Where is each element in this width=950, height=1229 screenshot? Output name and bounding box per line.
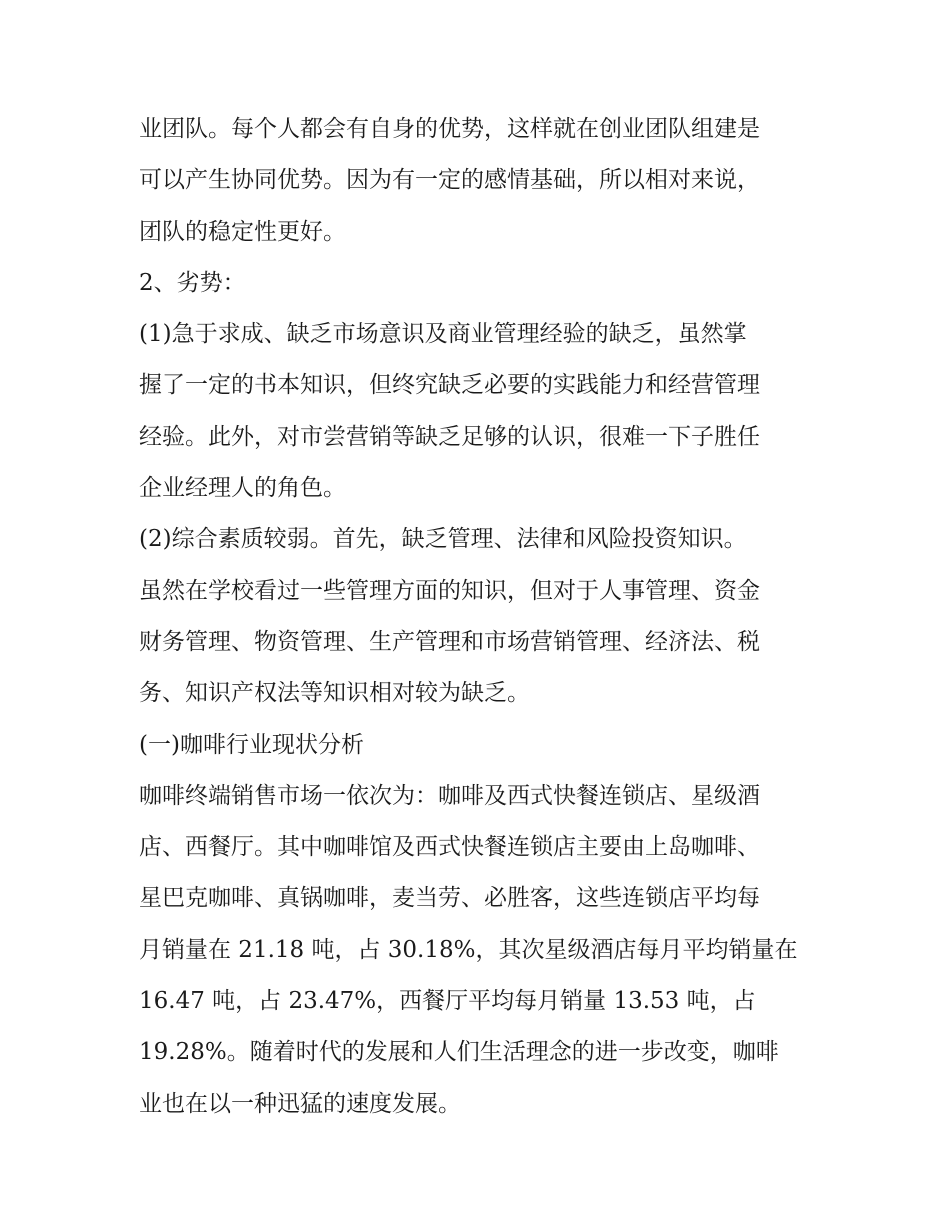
- text-line: 务、知识产权法等知识相对较为缺乏。: [139, 680, 530, 707]
- text-line: 16.47 吨，占 23.47%，西餐厅平均每月销量 13.53 吨，占: [139, 988, 756, 1015]
- text-line: (1)急于求成、缺乏市场意识及商业管理经验的缺乏，虽然掌: [139, 321, 747, 348]
- text-line: 19.28%。随着时代的发展和人们生活理念的进一步改变，咖啡: [139, 1039, 779, 1066]
- text-line: 经验。此外，对市尝营销等缺乏足够的认识，很难一下子胜任: [139, 423, 760, 450]
- text-line: 店、西餐厅。其中咖啡馆及西式快餐连锁店主要由上岛咖啡、: [139, 834, 760, 861]
- text-line: 财务管理、物资管理、生产管理和市场营销管理、经济法、税: [139, 628, 760, 655]
- text-line: 虽然在学校看过一些管理方面的知识，但对于人事管理、资金: [139, 577, 760, 604]
- section-heading-coffee-industry: (一)咖啡行业现状分析: [139, 731, 364, 758]
- body-text: [139, 104, 819, 1130]
- text-line: (2)综合素质较弱。首先，缺乏管理、法律和风险投资知识。: [139, 526, 747, 553]
- text-line: 企业经理人的角色。: [139, 475, 346, 502]
- text-line: 可以产生协同优势。因为有一定的感情基础，所以相对来说，: [139, 167, 760, 194]
- text-line: 咖啡终端销售市场一依次为：咖啡及西式快餐连锁店、星级酒: [139, 782, 760, 809]
- text-line: 业也在以一种迅猛的速度发展。: [139, 1090, 461, 1117]
- text-line: 星巴克咖啡、真锅咖啡，麦当劳、必胜客，这些连锁店平均每: [139, 885, 760, 912]
- text-line: 业团队。每个人都会有自身的优势，这样就在创业团队组建是: [139, 116, 760, 142]
- text-line: 团队的稳定性更好。: [139, 218, 346, 245]
- text-line: 握了一定的书本知识，但终究缺乏必要的实践能力和经营管理: [139, 372, 760, 399]
- text-line: 月销量在 21.18 吨，占 30.18%，其次星级酒店每月平均销量在: [139, 936, 798, 963]
- section-heading-disadvantages: 2、劣势：: [139, 269, 246, 296]
